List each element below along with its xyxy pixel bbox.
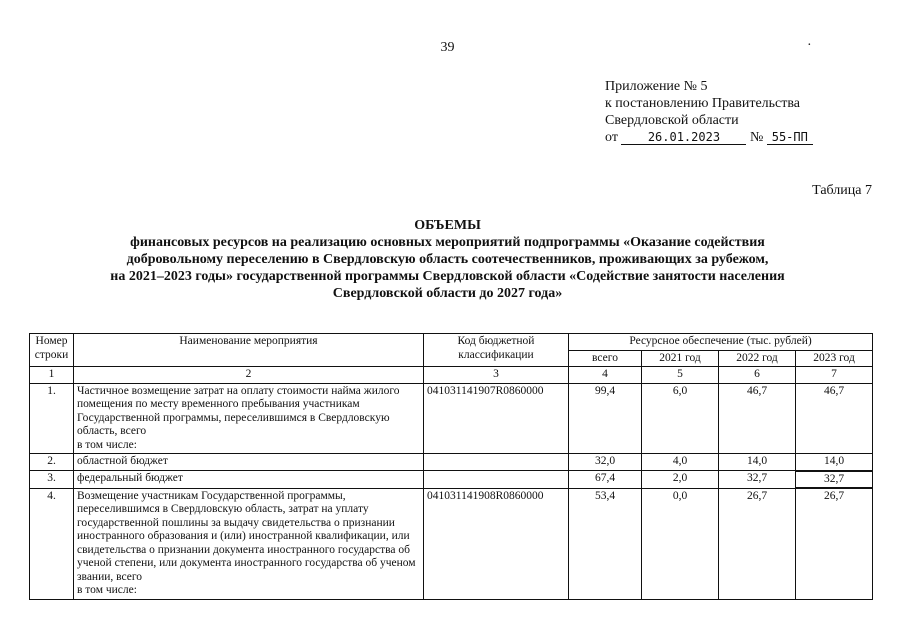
heading-line-4: Свердловской области до 2027 года»: [332, 286, 563, 301]
row-2022: 14,0: [719, 454, 796, 471]
appendix-date-line: [605, 129, 813, 146]
row-number: 1.: [30, 383, 74, 454]
row-2022: 32,7: [719, 471, 796, 489]
page-mark: ·: [807, 38, 812, 53]
row-name: федеральный бюджет: [74, 471, 424, 489]
heading-line-2: добровольному переселению в Свердловскую область соотечественников, проживающих за рубежом,: [126, 252, 769, 267]
appendix-block: [605, 78, 813, 146]
row-2022: 46,7: [719, 383, 796, 454]
col-number: 2: [74, 367, 424, 384]
table-row: [30, 454, 873, 471]
col-number: 3: [424, 367, 569, 384]
page-number: 39: [440, 40, 455, 55]
appendix-line-2: к постановлению Правительства: [605, 96, 801, 111]
table-label: Таблица 7: [812, 183, 872, 198]
header-name: Наименование мероприятия: [74, 334, 424, 367]
header-row-no: Номер строки: [30, 334, 74, 367]
row-2023: 32,7: [796, 471, 873, 489]
row-code: [424, 454, 569, 471]
row-2023: 26,7: [796, 488, 873, 599]
row-2023: 46,7: [796, 383, 873, 454]
row-code: 041031141907R0860000: [424, 383, 569, 454]
row-name-text: Частичное возмещение затрат на оплату стоимости найма жилого помещения по месту временного пребывания участникам Государственной программы, переселившимся в Свердловскую область, всего: [77, 384, 400, 437]
row-name-sub: в том числе:: [77, 438, 137, 451]
header-total: всего: [569, 350, 642, 367]
row-name: областной бюджет: [74, 454, 424, 471]
row-total: 99,4: [569, 383, 642, 454]
row-2021: 2,0: [642, 471, 719, 489]
row-code: [424, 471, 569, 489]
row-2023: 14,0: [796, 454, 873, 471]
date-prefix: от: [605, 130, 618, 145]
column-numbers-row: [30, 367, 873, 384]
col-number: 5: [642, 367, 719, 384]
heading-line-1: финансовых ресурсов на реализацию основных мероприятий подпрограммы «Оказание содействия: [130, 235, 765, 250]
row-name: [74, 488, 424, 599]
document-heading: [40, 217, 855, 302]
header-2023: 2023 год: [796, 350, 873, 367]
row-total: 67,4: [569, 471, 642, 489]
row-number: 2.: [30, 454, 74, 471]
row-name-sub: в том числе:: [77, 584, 137, 596]
col-number: 6: [719, 367, 796, 384]
header-resources: Ресурсное обеспечение (тыс. рублей): [569, 334, 873, 351]
table-row: [30, 383, 873, 454]
appendix-line-1: Приложение № 5: [605, 79, 708, 94]
heading-line-3: на 2021–2023 годы» государственной программы Свердловской области «Содействие занятости населения: [110, 269, 785, 284]
row-number: 3.: [30, 471, 74, 489]
row-number: 4.: [30, 488, 74, 599]
row-total: 32,0: [569, 454, 642, 471]
header-row: [30, 334, 873, 351]
financing-table: [29, 333, 873, 600]
table-row: [30, 488, 873, 599]
header-code: Код бюджетной классификации: [424, 334, 569, 367]
col-number: 4: [569, 367, 642, 384]
col-number: 7: [796, 367, 873, 384]
table-row: [30, 471, 873, 489]
heading-title: ОБЪЕМЫ: [414, 218, 481, 233]
number-prefix: №: [749, 130, 764, 145]
row-name: [74, 383, 424, 454]
appendix-line-3: Свердловской области: [605, 113, 739, 128]
decree-date: 26.01.2023: [621, 130, 746, 145]
header-2022: 2022 год: [719, 350, 796, 367]
decree-number: 55-ПП: [767, 130, 813, 145]
row-code: 041031141908R0860000: [424, 488, 569, 599]
row-2021: 6,0: [642, 383, 719, 454]
row-2021: 0,0: [642, 488, 719, 599]
col-number: 1: [30, 367, 74, 384]
row-2022: 26,7: [719, 488, 796, 599]
row-2021: 4,0: [642, 454, 719, 471]
row-total: 53,4: [569, 488, 642, 599]
row-name-text: Возмещение участникам Государственной программы, переселившимся в Свердловскую область, затрат на уплату государственной пошлины за выдачу свидетельства о признании иностранного образования и (или) иностранной квалификации, или свидетельства о признании документа иностранного государства об ученой степени, или документа иностранного государства об ученом звании, всего: [77, 489, 416, 583]
header-2021: 2021 год: [642, 350, 719, 367]
